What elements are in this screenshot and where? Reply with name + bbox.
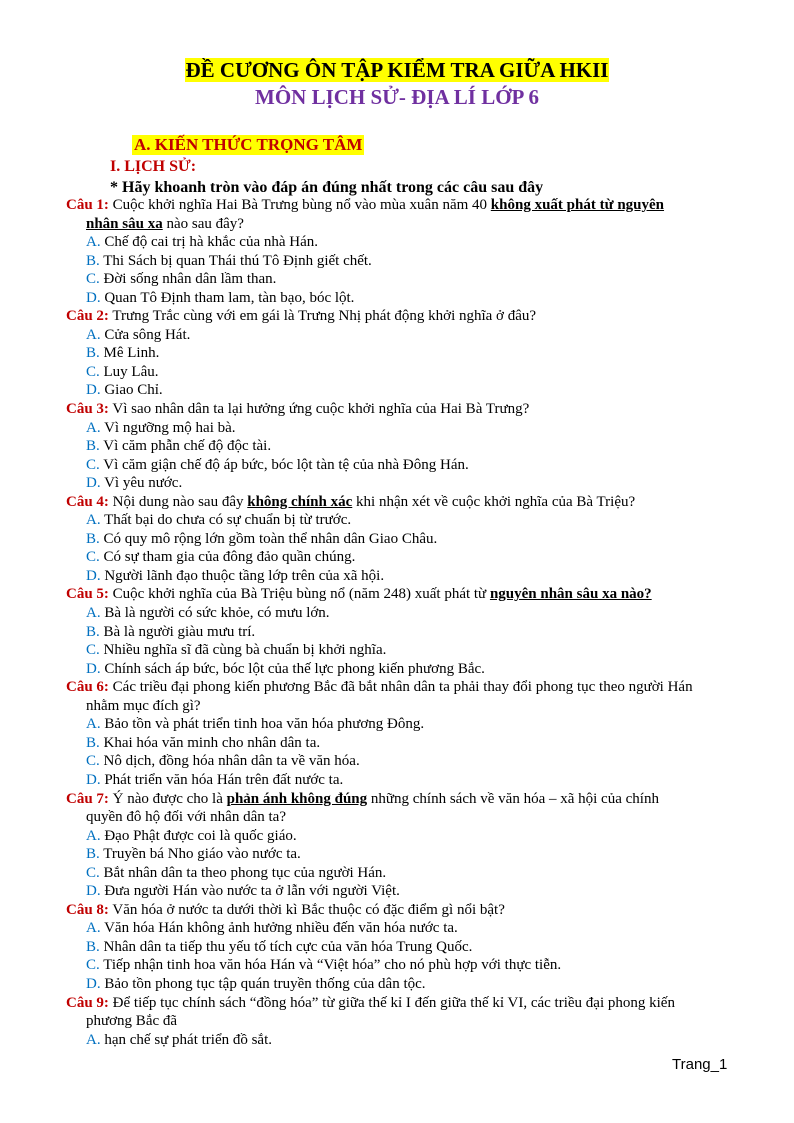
- answer-option[interactable]: [66, 734, 722, 753]
- answer-letter: D.: [86, 660, 101, 677]
- answer-text: Bà là người có sức khỏe, có mưu lớn.: [100, 605, 330, 622]
- answer-text: Vì yêu nước.: [100, 475, 183, 492]
- answer-letter: D.: [86, 382, 101, 399]
- answer-text: Luy Lâu.: [99, 363, 159, 380]
- answer-text: Nô dịch, đồng hóa nhân dân ta về văn hóa.: [99, 753, 360, 770]
- question-label: Câu 1:: [66, 197, 109, 213]
- instruction-text: * Hãy khoanh tròn vào đáp án đúng nhất trong các câu sau đây: [110, 179, 544, 196]
- answer-text: Chế độ cai trị hà khắc của nhà Hán.: [100, 234, 319, 251]
- question-label: Câu 4:: [66, 493, 109, 510]
- question-2: [66, 307, 722, 326]
- question-text: Ý nào được cho là: [108, 790, 227, 807]
- answer-option[interactable]: [66, 771, 722, 790]
- answer-letter: C.: [86, 271, 100, 288]
- answer-letter: C.: [86, 642, 100, 659]
- answer-letter: D.: [86, 883, 101, 900]
- answer-option[interactable]: [66, 864, 722, 883]
- question-7: [66, 790, 722, 809]
- answer-option[interactable]: [66, 715, 722, 734]
- answer-option[interactable]: [66, 530, 722, 549]
- answer-text: Vì căm phẫn chế độ độc tài.: [99, 438, 272, 455]
- answer-text: Nhiều nghĩa sĩ đã cùng bà chuẩn bị khởi nghĩa.: [99, 642, 387, 659]
- answer-letter: A.: [86, 512, 101, 529]
- answer-letter: A.: [86, 234, 101, 251]
- question-text: Vì sao nhân dân ta lại hưởng ứng cuộc khởi nghĩa của Hai Bà Trưng?: [108, 401, 530, 418]
- answer-text: Tiếp nhận tinh hoa văn hóa Hán và “Việt hóa” cho nó phù hợp với thực tiễn.: [99, 957, 562, 974]
- answer-option[interactable]: [66, 623, 722, 642]
- answer-letter: A.: [86, 716, 101, 733]
- answer-letter: A.: [86, 920, 101, 937]
- answer-option[interactable]: [66, 1031, 722, 1050]
- question-emphasis: không xuất phát từ nguyên: [490, 197, 665, 213]
- answer-letter: C.: [86, 957, 100, 974]
- answer-text: Thất bại do chưa có sự chuẩn bị từ trước.: [100, 512, 352, 529]
- answer-letter: D.: [86, 289, 101, 306]
- question-3: [66, 400, 722, 419]
- answer-text: Bảo tồn phong tục tập quán truyền thống của dân tộc.: [100, 975, 426, 992]
- question-8: [66, 901, 722, 920]
- question-text: phương Bắc đã: [86, 1013, 178, 1030]
- answer-option[interactable]: [66, 604, 722, 623]
- answer-letter: D.: [86, 975, 101, 992]
- question-text: nào sau đây?: [162, 215, 244, 232]
- answer-option[interactable]: [66, 548, 722, 567]
- question-6: [66, 678, 722, 697]
- question-emphasis: nhân sâu xa: [86, 215, 163, 232]
- question-text: Cuộc khởi nghĩa Hai Bà Trưng bùng nổ vào mùa xuân năm 40: [108, 197, 491, 213]
- answer-text: Bà là người giàu mưu trí.: [99, 623, 256, 640]
- answer-text: Đời sống nhân dân lầm than.: [99, 271, 277, 288]
- answer-option[interactable]: [66, 363, 722, 382]
- answer-text: Vì ngưỡng mộ hai bà.: [100, 419, 236, 436]
- answer-letter: A.: [86, 1031, 101, 1048]
- answer-letter: B.: [86, 846, 100, 863]
- question-label: Câu 5:: [66, 586, 109, 603]
- question-text: Trưng Trắc cùng với em gái là Trưng Nhị phát động khởi nghĩa ở đâu?: [108, 308, 537, 325]
- answer-letter: B.: [86, 438, 100, 455]
- question-1: [66, 196, 722, 215]
- answer-option[interactable]: [66, 270, 722, 289]
- question-text: những chính sách về văn hóa – xã hội của chính: [367, 790, 659, 807]
- answer-text: Khai hóa văn minh cho nhân dân ta.: [99, 734, 321, 751]
- answer-letter: B.: [86, 623, 100, 640]
- document-subtitle: MÔN LỊCH SỬ- ĐỊA LÍ LỚP 6: [255, 85, 539, 109]
- answer-text: Có sự tham gia của đông đảo quần chúng.: [99, 549, 356, 566]
- answer-option[interactable]: [66, 956, 722, 975]
- answer-text: Cửa sông Hát.: [100, 326, 191, 343]
- question-label: Câu 8:: [66, 901, 109, 918]
- answer-letter: B.: [86, 252, 100, 269]
- answer-letter: D.: [86, 771, 101, 788]
- answer-text: Đưa người Hán vào nước ta ở lẫn với người Việt.: [100, 883, 400, 900]
- question-text: Cuộc khởi nghĩa của Bà Triệu bùng nổ (năm 248) xuất phát từ: [108, 586, 490, 603]
- answer-text: hạn chế sự phát triển đồ sắt.: [100, 1031, 273, 1048]
- answer-text: Người lãnh đạo thuộc tầng lớp trên của xã hội.: [100, 567, 385, 584]
- question-label: Câu 2:: [66, 308, 109, 325]
- answer-option[interactable]: [66, 344, 722, 363]
- question-text: nhằm mục đích gì?: [86, 697, 201, 714]
- answer-text: Nhân dân ta tiếp thu yếu tố tích cực của văn hóa Trung Quốc.: [99, 938, 473, 955]
- question-text: Văn hóa ở nước ta dưới thời kì Bắc thuộc có đặc điểm gì nổi bật?: [108, 901, 505, 918]
- answer-option[interactable]: [66, 474, 722, 493]
- answer-letter: C.: [86, 864, 100, 881]
- answer-text: Chính sách áp bức, bóc lột của thế lực phong kiến phương Bắc.: [100, 660, 485, 677]
- question-label: Câu 9:: [66, 994, 109, 1011]
- answer-text: Quan Tô Định tham lam, tàn bạo, bóc lột.: [100, 289, 355, 306]
- answer-option[interactable]: [66, 233, 722, 252]
- question-label: Câu 3:: [66, 401, 109, 418]
- document-title: ĐỀ CƯƠNG ÔN TẬP KIỂM TRA GIỮA HKII: [185, 58, 609, 82]
- answer-option[interactable]: [66, 289, 722, 308]
- answer-letter: A.: [86, 419, 101, 436]
- answer-option[interactable]: [66, 419, 722, 438]
- section-heading-a: A. KIẾN THỨC TRỌNG TÂM: [134, 135, 363, 154]
- answer-letter: B.: [86, 734, 100, 751]
- answer-letter: C.: [86, 363, 100, 380]
- answer-letter: C.: [86, 456, 100, 473]
- answer-option[interactable]: [66, 381, 722, 400]
- question-9: [66, 994, 722, 1013]
- answer-text: Bảo tồn và phát triển tinh hoa văn hóa phương Đông.: [100, 716, 425, 733]
- question-text: khi nhận xét về cuộc khởi nghĩa của Bà Triệu?: [352, 493, 636, 510]
- question-emphasis: không chính xác: [247, 493, 353, 510]
- question-emphasis: nguyên nhân sâu xa nào?: [489, 586, 652, 603]
- question-label: Câu 7:: [66, 790, 109, 807]
- question-text: Nội dung nào sau đây: [108, 493, 248, 510]
- question-continuation: [66, 808, 722, 827]
- question-text: Các triều đại phong kiến phương Bắc đã bắt nhân dân ta phải thay đổi phong tục theo người Hán: [108, 679, 693, 696]
- answer-option[interactable]: [66, 938, 722, 957]
- answer-option[interactable]: [66, 641, 722, 660]
- answer-letter: B.: [86, 345, 100, 362]
- answer-letter: B.: [86, 938, 100, 955]
- answer-option[interactable]: [66, 437, 722, 456]
- question-5: [66, 585, 722, 604]
- answer-option[interactable]: [66, 567, 722, 586]
- answer-letter: B.: [86, 530, 100, 547]
- question-emphasis: phản ánh không đúng: [226, 790, 368, 807]
- answer-text: Bắt nhân dân ta theo phong tục của người Hán.: [99, 864, 387, 881]
- answer-letter: C.: [86, 753, 100, 770]
- answer-option[interactable]: [66, 845, 722, 864]
- answer-text: Truyền bá Nho giáo vào nước ta.: [99, 846, 301, 863]
- answer-text: Phát triển văn hóa Hán trên đất nước ta.: [100, 771, 344, 788]
- answer-option[interactable]: [66, 252, 722, 271]
- answer-option[interactable]: [66, 660, 722, 679]
- answer-text: Đạo Phật được coi là quốc giáo.: [100, 827, 297, 844]
- question-label: Câu 6:: [66, 679, 109, 696]
- question-text: quyền đô hộ đối với nhân dân ta?: [86, 809, 286, 826]
- answer-text: Mê Linh.: [99, 345, 160, 362]
- answer-letter: A.: [86, 605, 101, 622]
- answer-letter: A.: [86, 827, 101, 844]
- answer-letter: D.: [86, 475, 101, 492]
- answer-option[interactable]: [66, 975, 722, 994]
- question-list: [66, 196, 722, 1049]
- answer-text: Giao Chỉ.: [100, 382, 163, 399]
- page-number: Trang_1: [672, 1056, 728, 1073]
- answer-option[interactable]: [66, 752, 722, 771]
- answer-option[interactable]: [66, 326, 722, 345]
- question-text: Để tiếp tục chính sách “đồng hóa” từ giữa thế kỉ I đến giữa thế kỉ VI, các triều đại phong kiến: [108, 994, 675, 1011]
- question-continuation: [66, 1012, 722, 1031]
- answer-option[interactable]: [66, 827, 722, 846]
- answer-text: Văn hóa Hán không ảnh hưởng nhiều đến văn hóa nước ta.: [100, 920, 458, 937]
- answer-letter: C.: [86, 549, 100, 566]
- answer-text: Thi Sách bị quan Thái thú Tô Định giết chết.: [99, 252, 372, 269]
- answer-text: Vì căm giận chế độ áp bức, bóc lột tàn tệ của nhà Đông Hán.: [99, 456, 469, 473]
- answer-option[interactable]: [66, 882, 722, 901]
- answer-text: Có quy mô rộng lớn gồm toàn thể nhân dân Giao Châu.: [99, 530, 438, 547]
- answer-letter: D.: [86, 567, 101, 584]
- section-heading-history: I. LỊCH SỬ:: [110, 158, 197, 175]
- question-continuation: [66, 697, 722, 716]
- answer-option[interactable]: [66, 456, 722, 475]
- answer-option[interactable]: [66, 511, 722, 530]
- question-continuation: [66, 215, 722, 234]
- answer-option[interactable]: [66, 919, 722, 938]
- question-4: [66, 493, 722, 512]
- answer-letter: A.: [86, 326, 101, 343]
